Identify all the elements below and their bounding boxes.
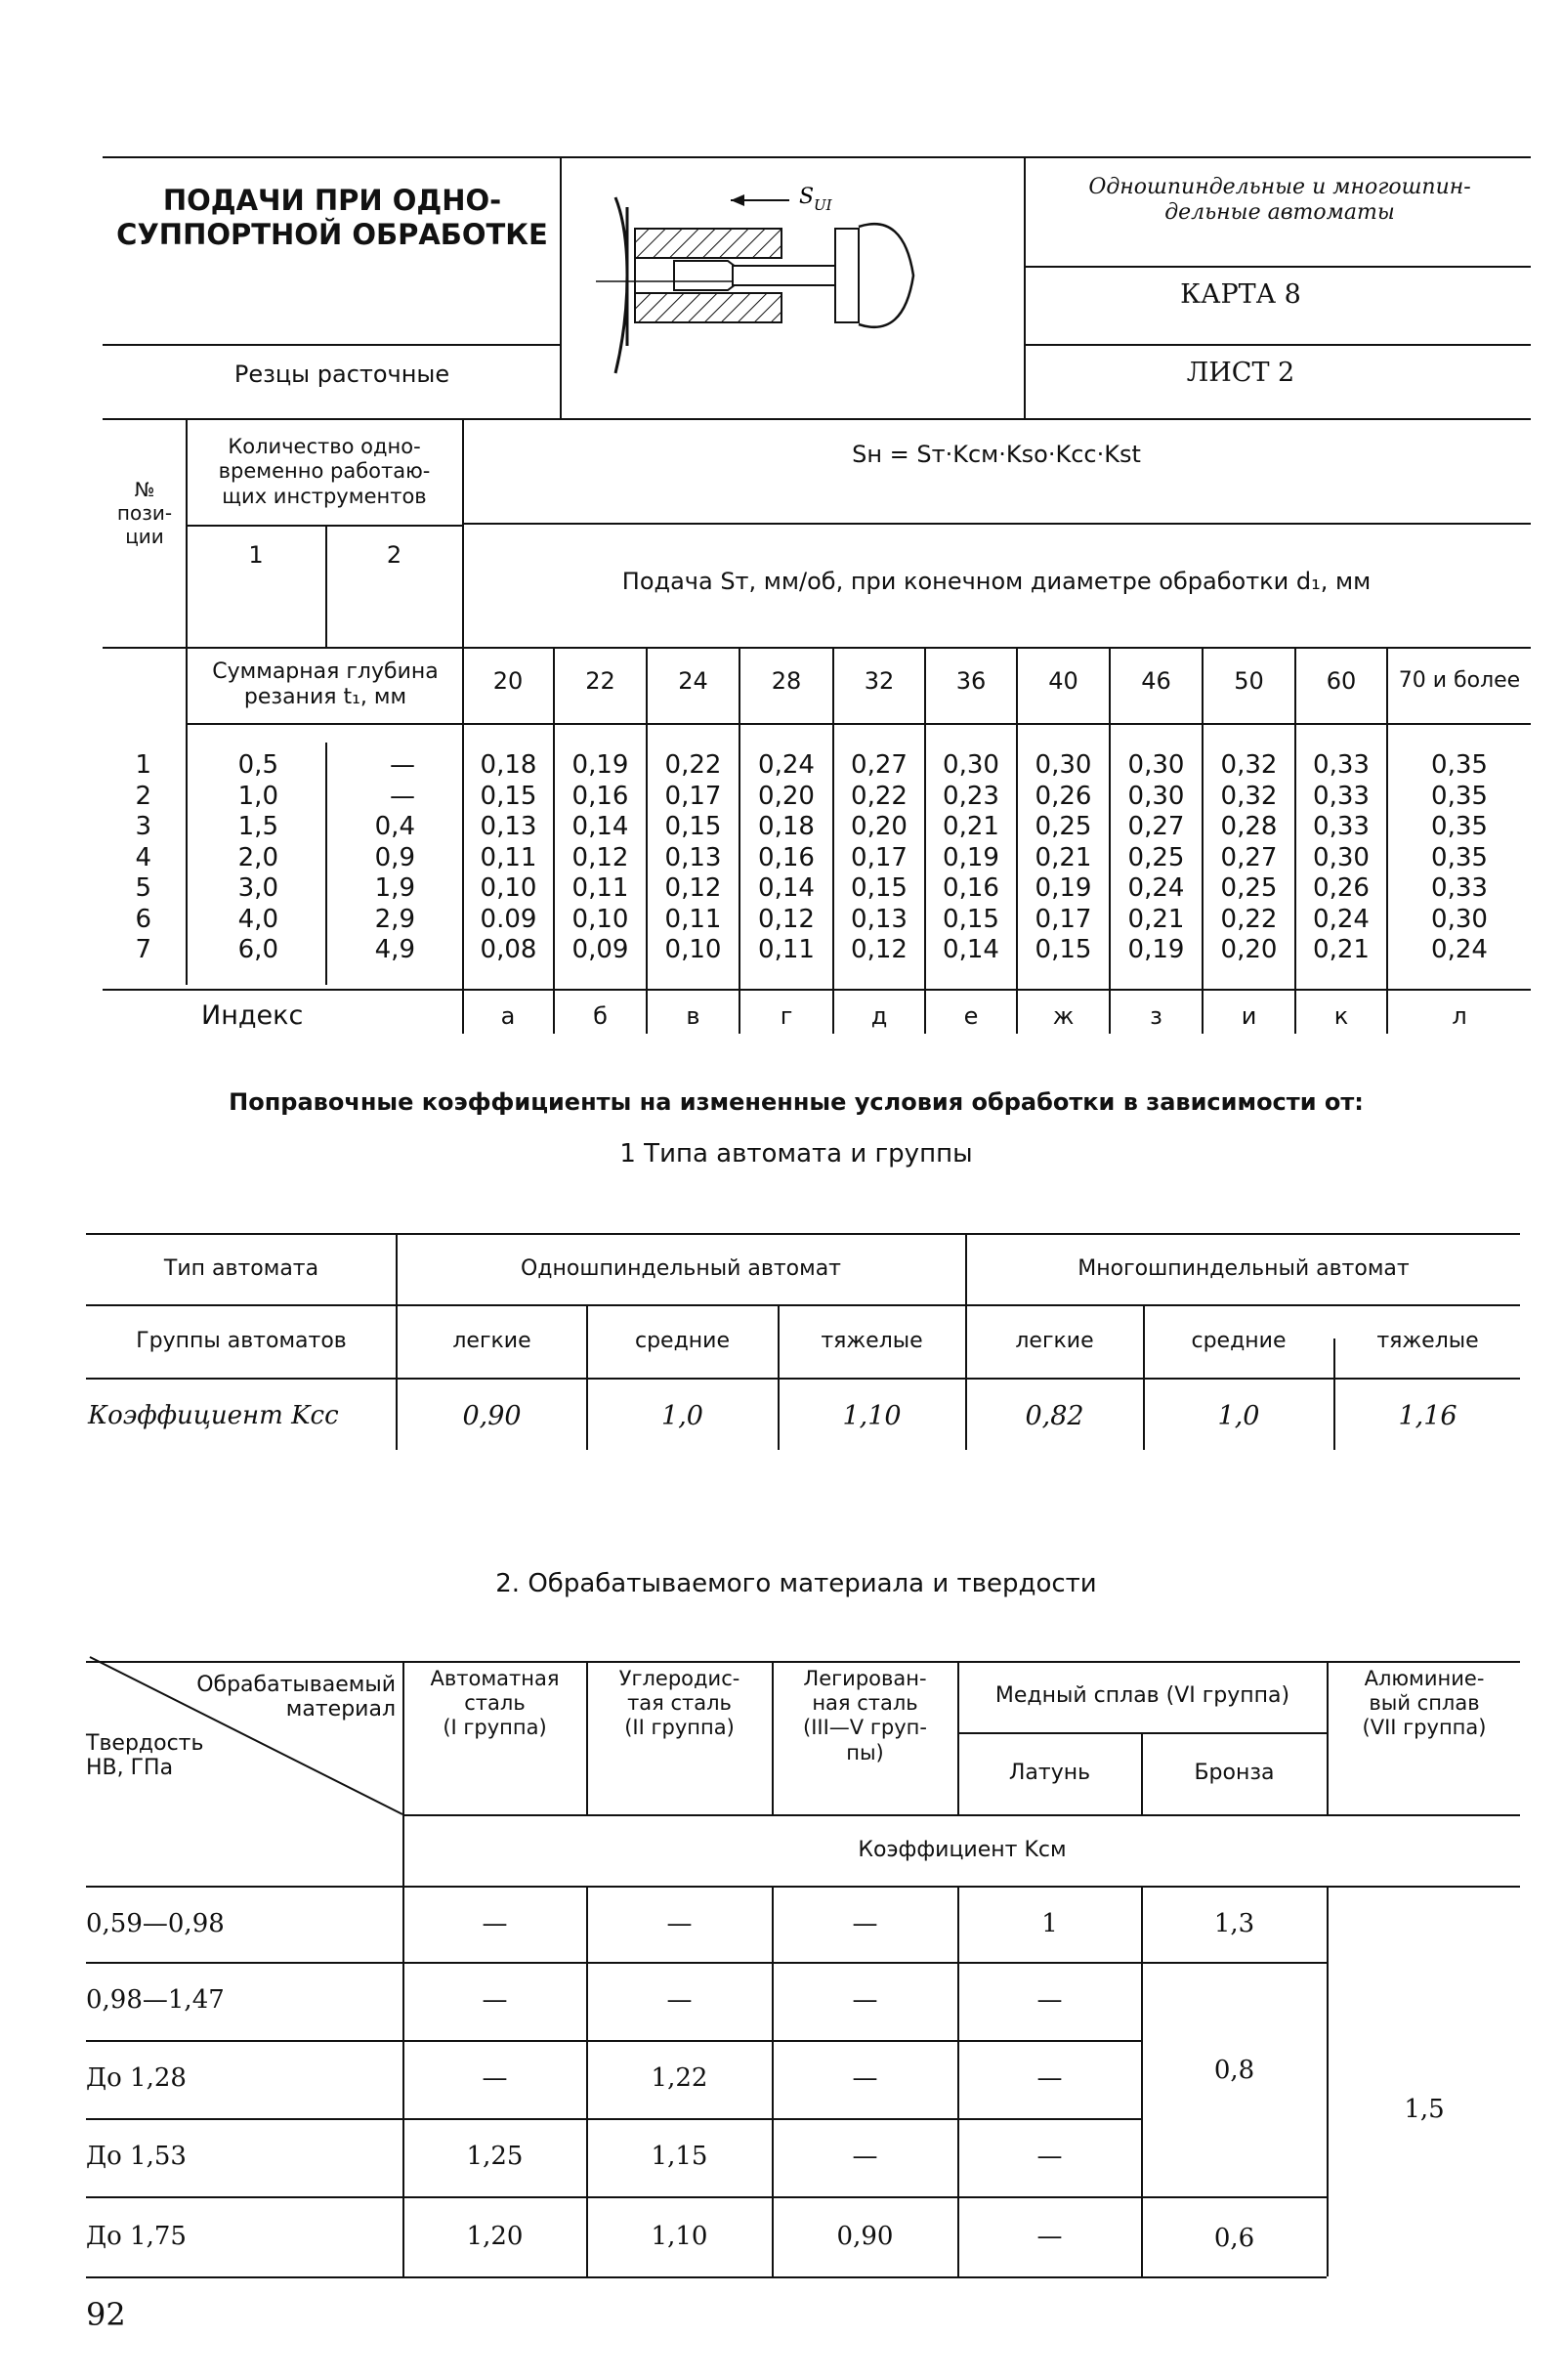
card-title: ПОДАЧИ ПРИ ОДНО- СУППОРТНОЙ ОБРАБОТКЕ [116,184,548,251]
table-cell: 2,9 [374,904,415,934]
table-cell: 0,30 [1127,750,1185,780]
table-cell: 0,24 [1431,935,1488,964]
hardness-value: До 1,53 [86,2142,187,2172]
diameter-header: 20 [492,666,524,695]
table-cell: 0,20 [851,812,908,841]
diameter-header: 60 [1326,666,1357,695]
material-coef-value: — [482,1909,508,1939]
table-cell: 7 [135,935,151,964]
table-cell: 1,5 [237,812,278,841]
corrections-title: Поправочные коэффициенты на измененные условия обработки в зависимости от: [229,1087,1364,1116]
material-coef-value: — [666,1985,693,2016]
table-cell: 0,10 [480,873,537,903]
table-cell: 0,14 [943,935,999,964]
material-coef-value: — [852,1985,878,2016]
table-cell: 3 [135,812,151,841]
diameter-header: 70 и более [1398,667,1521,693]
table-cell: 0,22 [851,781,908,811]
table-cell: 0,19 [943,842,999,872]
table-cell: 0,20 [1220,935,1278,964]
alloy-steel-header: Легирован- ная сталь (III—V груп- пы) [803,1667,927,1764]
machine-group: средние [1191,1328,1287,1353]
table-cell: 0,32 [1220,750,1278,780]
table-cell: 0,30 [1313,842,1370,872]
material-coef-value: 1,20 [466,2222,524,2252]
table-cell: 0,24 [1127,873,1185,903]
table-cell: 0,21 [943,812,999,841]
table-cell: 0,33 [1313,750,1370,780]
index-letter: г [780,1001,793,1030]
material-coef-value: — [1036,2063,1063,2094]
corner-material-label: Обрабатываемый материал [196,1673,396,1722]
table-cell: 0,33 [1431,873,1488,903]
tool-count-2: 2 [386,540,402,569]
table-cell: 0,4 [374,812,415,841]
section1-title: 1 Типа автомата и группы [619,1139,973,1169]
index-letter: з [1150,1001,1162,1030]
table-cell: 0,30 [943,750,999,780]
table-cell: 0,14 [758,873,815,903]
table-cell: 4,9 [374,935,415,964]
diameter-header: 46 [1141,666,1171,695]
table-cell: 0,28 [1220,812,1278,841]
machine-type-label: Тип автомата [163,1255,319,1281]
table-cell: 0,22 [1220,904,1278,934]
feed-header: Подача Sт, мм/об, при конечном диаметре обработки d₁, мм [621,567,1372,595]
table-cell: 0,5 [237,750,278,780]
table-cell: 1,0 [237,781,278,811]
material-coef-value: — [852,1909,878,1939]
table-cell: 0,30 [1127,781,1185,811]
table-cell: 0,17 [1035,904,1092,934]
material-coef-value: 1,10 [651,2222,708,2252]
feed-direction-label: S [799,185,815,209]
table-cell: 0,24 [1313,904,1370,934]
index-letter: е [963,1001,979,1030]
table-cell: 0,12 [571,842,629,872]
material-coef-value: 1,22 [651,2063,708,2094]
table-cell: 0,15 [1035,935,1092,964]
material-coef-value: — [1036,2142,1063,2172]
corner-hardness-label: Твердость НВ, ГПа [86,1731,204,1781]
hardness-value: До 1,28 [86,2063,187,2094]
card-number: КАРТА 8 [1180,278,1301,310]
machine-group-label: Группы автоматов [136,1328,347,1353]
table-cell: 0,09 [571,935,629,964]
machine-group: средние [634,1328,731,1353]
table-cell: 0,35 [1431,781,1488,811]
diameter-header: 24 [678,666,708,695]
bronze-value: 1,3 [1213,1909,1255,1939]
table-cell: 0,15 [943,904,999,934]
sheet-number: ЛИСТ 2 [1186,357,1295,388]
table-cell: — [390,781,415,811]
tool-count-header: Количество одно- временно работаю- щих инструментов [218,435,431,508]
table-cell: 0,10 [571,904,629,934]
table-cell: 0,12 [664,873,722,903]
table-cell: 0,21 [1035,842,1092,872]
material-coef-value: — [482,1985,508,2016]
table-cell: 0,14 [571,812,629,841]
table-cell: 0,12 [758,904,815,934]
machine-coef-value: 1,10 [842,1400,902,1431]
index-letter: и [1241,1001,1257,1030]
table-cell: 6,0 [237,935,278,964]
table-cell: 0,35 [1431,812,1488,841]
index-letter: д [870,1001,888,1030]
table-cell: 2 [135,781,151,811]
hardness-value: До 1,75 [86,2222,187,2252]
diameter-header: 40 [1048,666,1078,695]
section2-title: 2. Обрабатываемого материала и твердости [495,1569,1097,1599]
table-cell: 0,30 [1035,750,1092,780]
diameter-header: 36 [955,666,987,695]
table-cell: 0,9 [374,842,415,872]
table-cell: 0,12 [851,935,908,964]
table-cell: 0,19 [571,750,629,780]
table-cell: 0.09 [480,904,537,934]
multi-spindle-label: Многошпиндельный автомат [1077,1255,1410,1281]
position-header: № пози- ции [116,478,173,548]
machine-group: легкие [1015,1328,1094,1353]
diameter-header: 32 [864,666,895,695]
free-cutting-steel-header: Автоматная сталь (I группа) [430,1667,560,1740]
table-cell: 0,35 [1431,750,1488,780]
table-cell: 0,10 [664,935,722,964]
table-cell: 1,9 [374,873,415,903]
table-cell: 0,17 [851,842,908,872]
hardness-value: 0,59—0,98 [86,1909,225,1939]
index-letter: л [1452,1001,1467,1030]
bronze-value: 0,8 [1213,2056,1255,2086]
table-cell: 0,13 [480,812,537,841]
tool-subtitle: Резцы расточные [233,360,450,388]
material-coef-value: 1 [1041,1909,1058,1939]
machine-group: тяжелые [821,1328,923,1353]
feed-formula: Sн = Sт·Kсм·Kso·Kсс·Kst [852,440,1141,468]
table-cell: 0,26 [1313,873,1370,903]
table-cell: 0,11 [571,873,629,903]
aluminum-value: 1,5 [1404,2095,1445,2125]
single-spindle-label: Одношпиндельный автомат [520,1255,841,1281]
table-cell: 0,23 [943,781,999,811]
table-cell: 0,22 [664,750,722,780]
material-coef-value: 1,25 [466,2142,524,2172]
diameter-header: 22 [585,666,615,695]
table-cell: 0,17 [664,781,722,811]
material-coef-label: Коэффициент Kсм [858,1837,1067,1862]
machine-type: Одношпиндельные и многошпин- дельные автоматы [1088,174,1471,225]
copper-alloy-header: Медный сплав (VI группа) [994,1682,1290,1708]
table-cell: 0,18 [758,812,815,841]
table-cell: 0,16 [571,781,629,811]
page-number: 92 [86,2296,126,2333]
machine-coef-value: 1,0 [661,1400,703,1431]
table-cell: 0,19 [1035,873,1092,903]
index-label: Индекс [201,999,304,1031]
tool-count-1: 1 [248,540,264,569]
machine-group: тяжелые [1376,1328,1479,1353]
table-cell: 0,15 [664,812,722,841]
table-cell: 0,30 [1431,904,1488,934]
hardness-value: 0,98—1,47 [86,1985,225,2016]
bronze-value: 0,6 [1213,2224,1255,2254]
material-coef-value: — [1036,1985,1063,2016]
table-cell: 0,33 [1313,781,1370,811]
table-cell: 0,27 [851,750,908,780]
depth-header: Суммарная глубина резания t₁, мм [212,659,439,709]
material-coef-value: — [666,1909,693,1939]
machine-coef-value: 1,16 [1398,1400,1457,1431]
table-cell: 0,16 [758,842,815,872]
machine-coef-value: 1,0 [1217,1400,1260,1431]
table-cell: 4,0 [237,904,278,934]
diameter-header: 28 [771,666,802,695]
material-coef-value: — [482,2063,508,2094]
index-letter: а [500,1001,516,1030]
material-coef-value: 1,15 [651,2142,708,2172]
table-cell: 0,15 [480,781,537,811]
index-letter: к [1333,1001,1349,1030]
table-cell: 0,33 [1313,812,1370,841]
machine-coef-label: Коэффициент Kсс [88,1401,339,1431]
table-cell: 0,18 [480,750,537,780]
table-cell: 6 [135,904,151,934]
carbon-steel-header: Углеродис- тая сталь (II группа) [618,1667,740,1740]
diameter-header: 50 [1234,666,1264,695]
machine-coef-value: 0,82 [1025,1400,1084,1431]
table-cell: 0,16 [943,873,999,903]
table-cell: 0,20 [758,781,815,811]
svg-text:UI: UI [814,196,832,214]
table-cell: 0,11 [758,935,815,964]
table-cell: 0,21 [1313,935,1370,964]
table-cell: 0,11 [480,842,537,872]
table-cell: 0,19 [1127,935,1185,964]
table-cell: 0,27 [1127,812,1185,841]
table-cell: 0,15 [851,873,908,903]
table-cell: 0,21 [1127,904,1185,934]
table-cell: 4 [135,842,151,872]
table-cell: 0,25 [1035,812,1092,841]
table-cell: 0,27 [1220,842,1278,872]
machine-group: легкие [452,1328,531,1353]
aluminum-alloy-header: Алюминие- вый сплав (VII группа) [1362,1667,1487,1740]
table-cell: 0,24 [758,750,815,780]
table-cell: 0,13 [851,904,908,934]
table-cell: 0,11 [664,904,722,934]
table-cell: 0,25 [1220,873,1278,903]
table-cell: 0,26 [1035,781,1092,811]
table-cell: 3,0 [237,873,278,903]
table-cell: 5 [135,873,151,903]
table-cell: 1 [135,750,151,780]
material-coef-value: — [852,2142,878,2172]
table-cell: — [390,750,415,780]
material-coef-value: 0,90 [836,2222,894,2252]
machine-coef-value: 0,90 [462,1400,522,1431]
index-letter: б [593,1001,608,1030]
table-cell: 0,25 [1127,842,1185,872]
table-cell: 0,08 [480,935,537,964]
table-cell: 2,0 [237,842,278,872]
bronze-header: Бронза [1194,1760,1275,1785]
table-cell: 0,35 [1431,842,1488,872]
table-cell: 0,32 [1220,781,1278,811]
index-letter: ж [1052,1001,1075,1030]
table-cell: 0,13 [664,842,722,872]
material-coef-value: — [1036,2222,1063,2252]
brass-header: Латунь [1008,1760,1091,1785]
index-letter: в [686,1001,700,1030]
material-coef-value: — [852,2063,878,2094]
